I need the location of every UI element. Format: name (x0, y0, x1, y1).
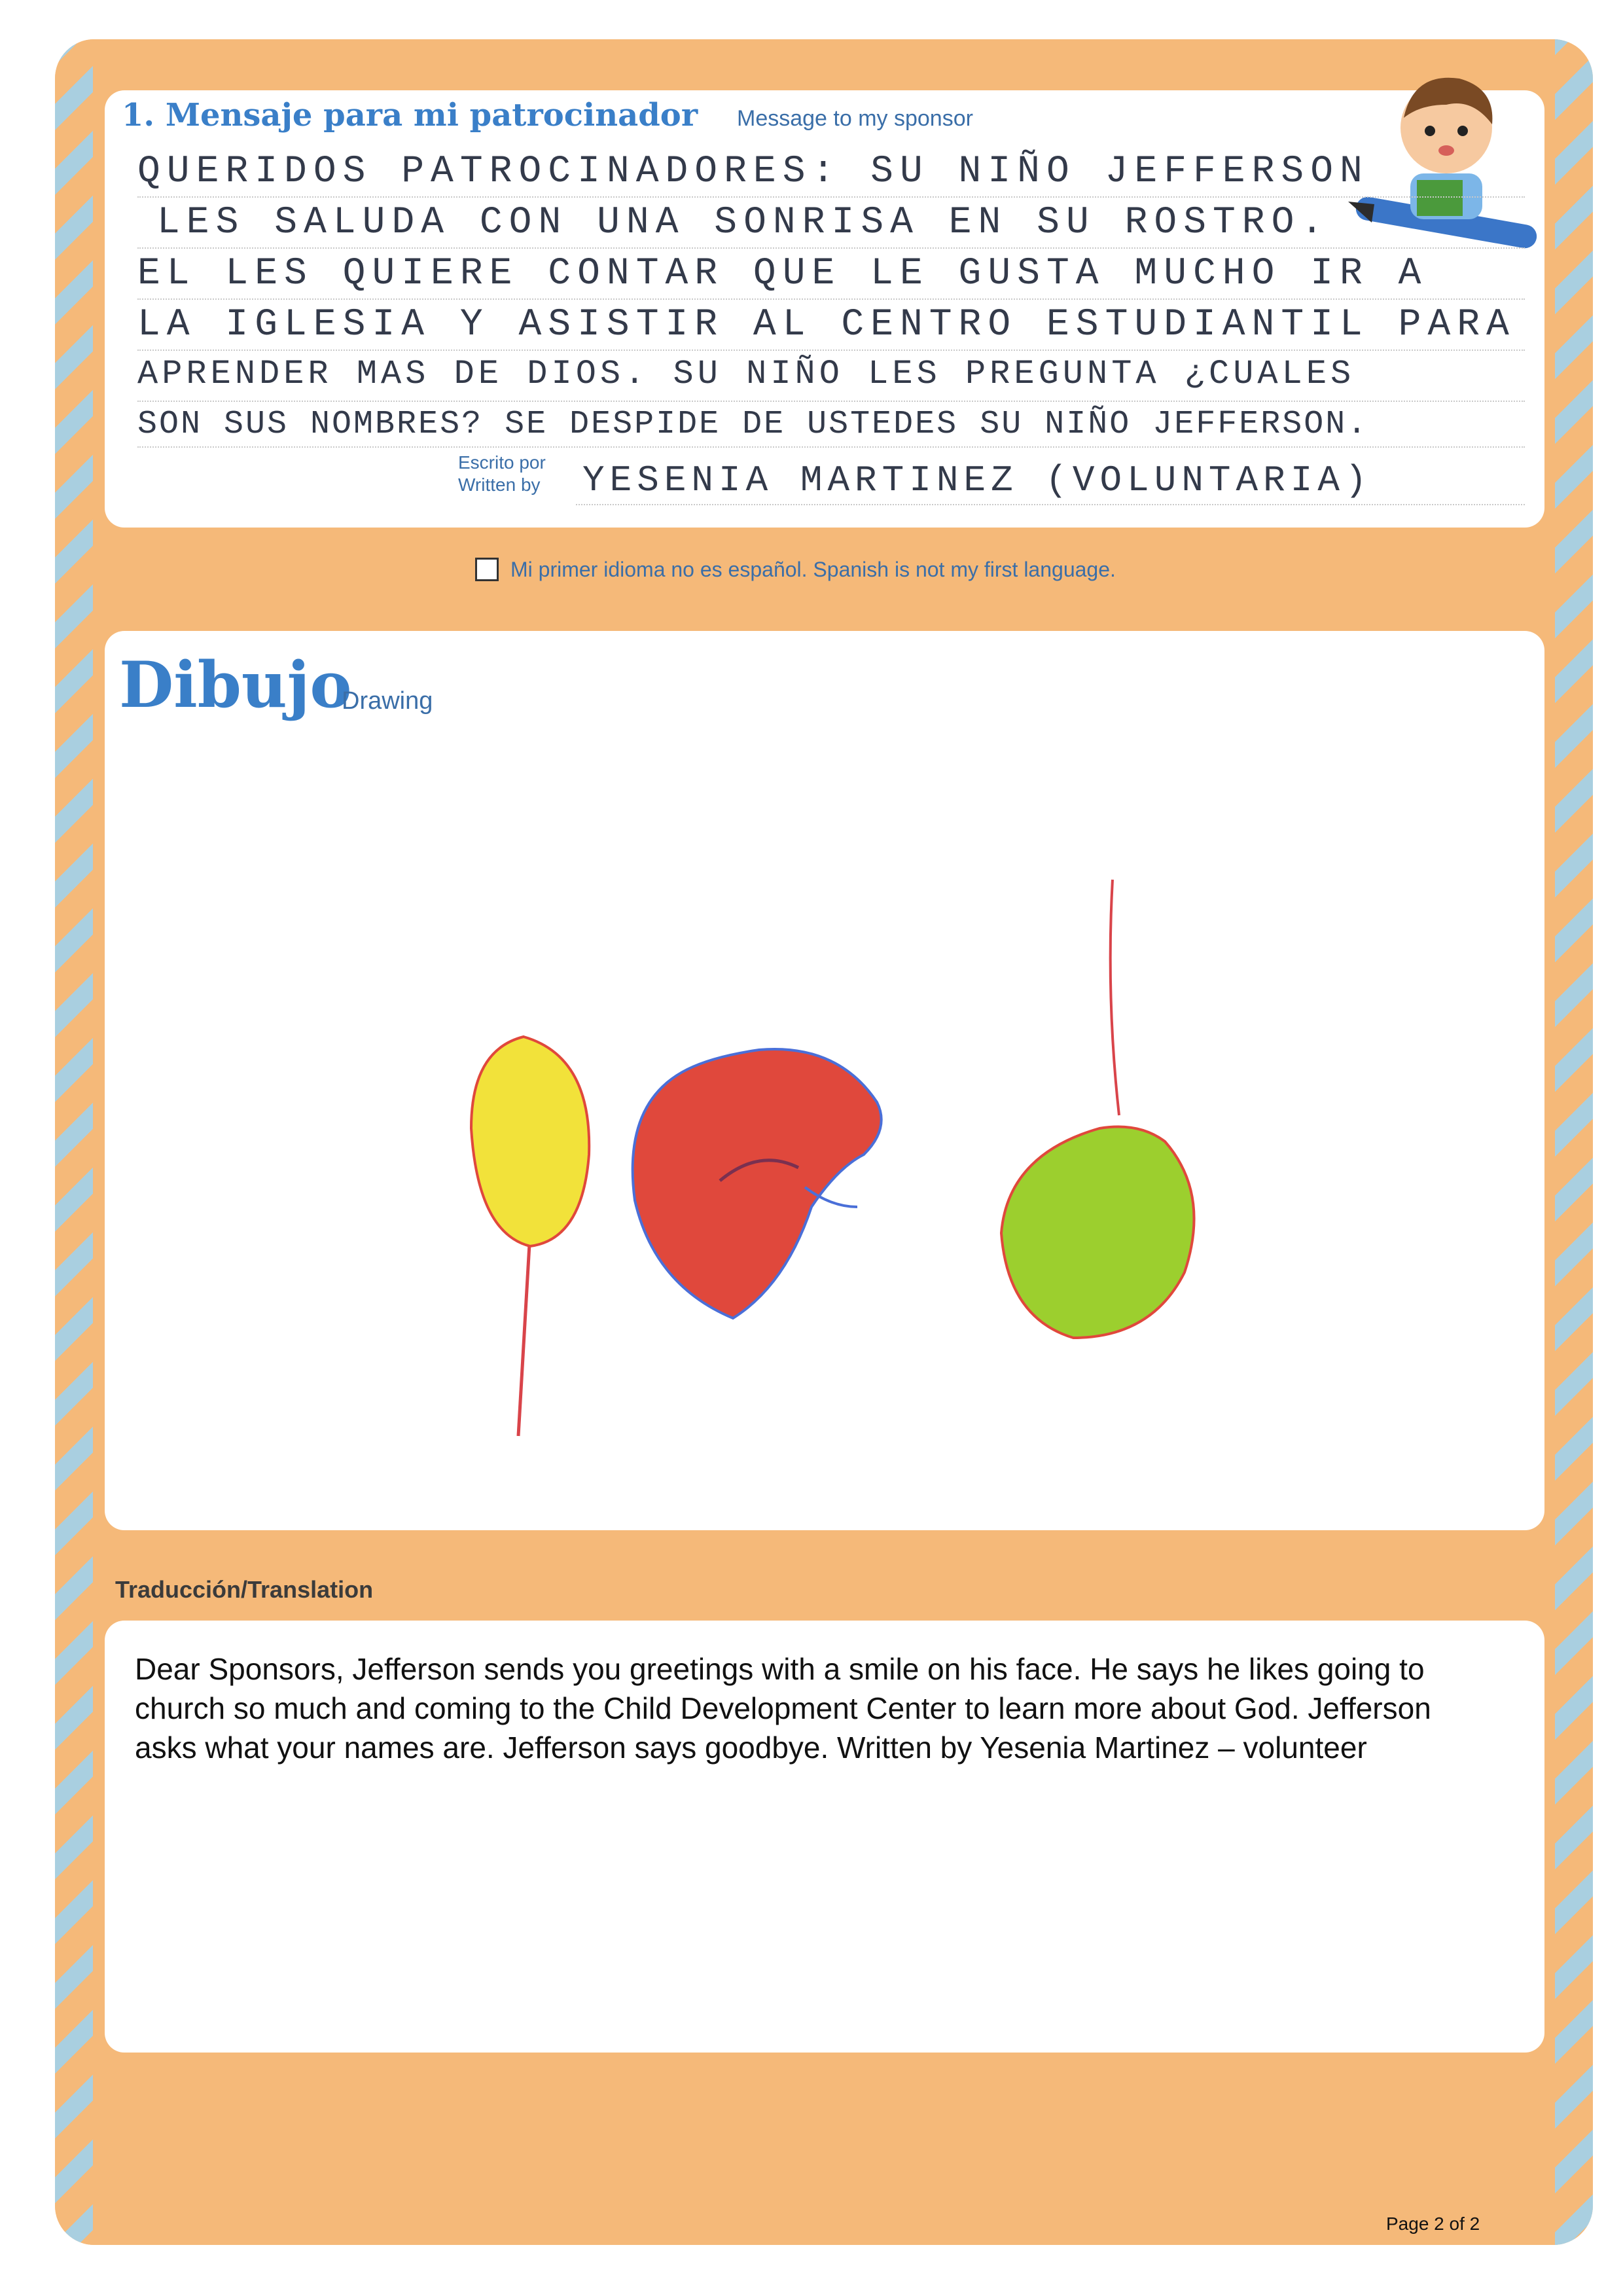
line-rule (137, 350, 1525, 351)
message-line-6: SON SUS NOMBRES? SE DESPIDE DE USTEDES SU NIÑO JEFFERSON. (137, 406, 1369, 443)
message-section-title: 1. Mensaje para mi patrocinador (122, 97, 698, 134)
message-section-subtitle: Message to my sponsor (737, 106, 973, 131)
yellow-fruit-drawing (471, 1037, 589, 1436)
pencil-tip (1348, 202, 1374, 223)
translation-section-title: Traducción/Translation (115, 1576, 374, 1603)
message-line-3: EL LES QUIERE CONTAR QUE LE GUSTA MUCHO IR A (137, 253, 1428, 295)
language-checkbox[interactable] (475, 558, 499, 581)
page-number: Page 2 of 2 (1386, 2214, 1480, 2234)
translation-text: Dear Sponsors, Jefferson sends you greetings with a smile on his face. He says he likes going to church so much and coming to the Child Development Center to learn more about God. Jefferson asks what your names are. Jefferson says goodbye. Written by Yesenia Martinez – volunteer (135, 1652, 1431, 1765)
drawing-section-subtitle: Drawing (342, 687, 433, 715)
written-by-label-en: Written by (458, 475, 541, 495)
child-drawing (105, 631, 1544, 1530)
drawing-section-title: Dibujo (119, 648, 352, 722)
message-line-2: LES SALUDA CON UNA SONRISA EN SU ROSTRO. (157, 202, 1330, 244)
message-line-1: QUERIDOS PATROCINADORES: SU NIÑO JEFFERSON (137, 151, 1369, 193)
green-fruit-drawing (1001, 880, 1194, 1338)
message-line-5: APRENDER MAS DE DIOS. SU NIÑO LES PREGUNTA ¿CUALES (137, 355, 1355, 393)
line-rule (137, 298, 1525, 300)
message-line-4: LA IGLESIA Y ASISTIR AL CENTRO ESTUDIANTIL PARA (137, 304, 1516, 346)
written-by-label (458, 452, 546, 496)
written-by-label-es: Escrito por (458, 452, 546, 473)
line-rule (137, 401, 1525, 402)
book-shape (1417, 180, 1463, 216)
language-checkbox-label: Mi primer idioma no es español. Spanish is not my first language. (510, 558, 1116, 581)
line-rule (576, 504, 1525, 505)
line-rule (137, 446, 1525, 448)
line-rule (137, 247, 1525, 249)
red-fruit-drawing (633, 1049, 882, 1318)
written-by-name: YESENIA MARTINEZ (VOLUNTARIA) (582, 459, 1372, 501)
line-rule (137, 196, 1525, 198)
